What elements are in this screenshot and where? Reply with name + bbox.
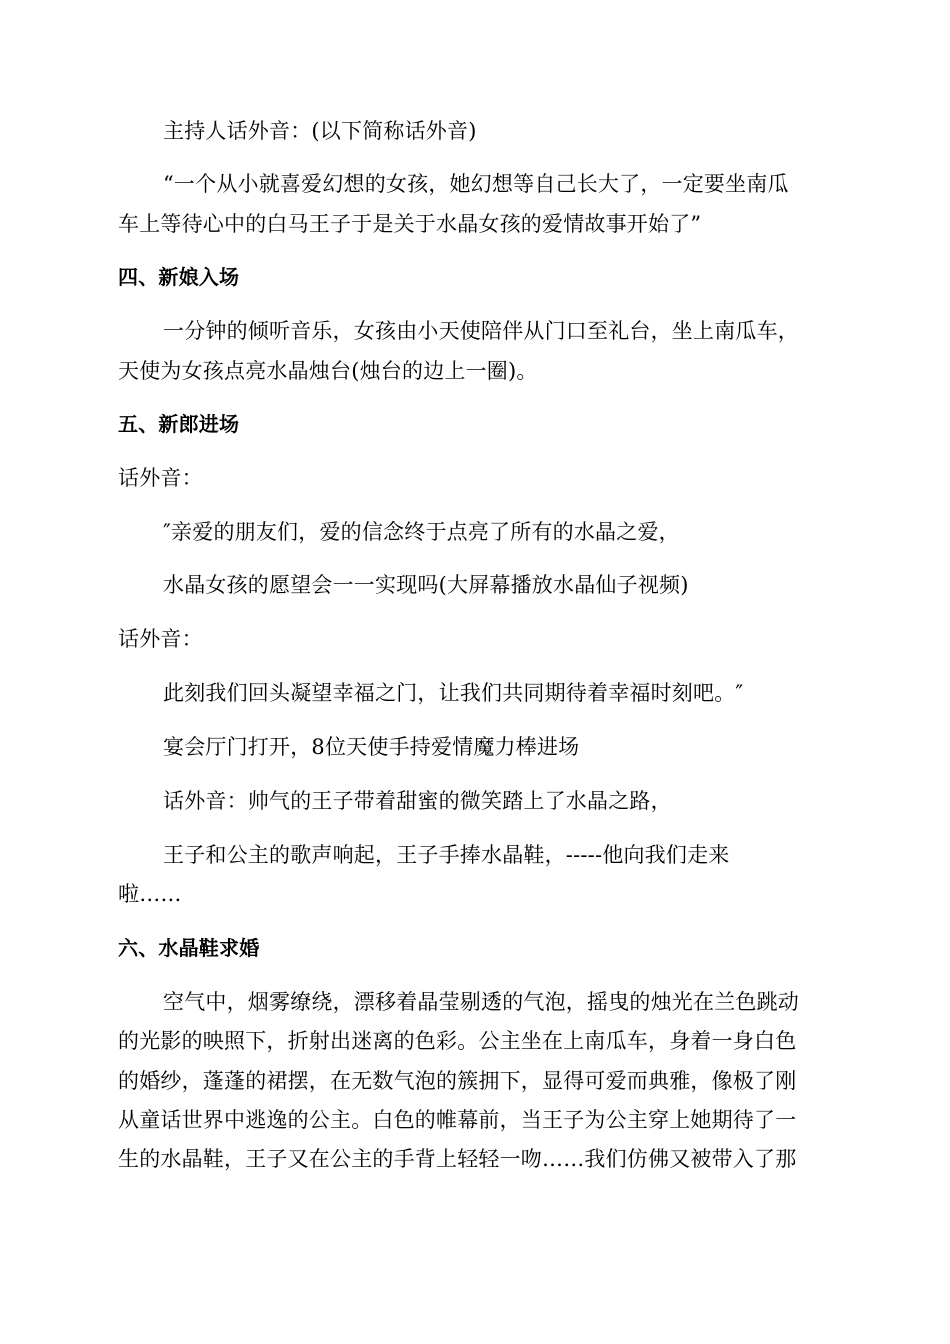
paragraph-line: ″亲爱的朋友们，爱的信念终于点亮了所有的水晶之爱， (163, 520, 680, 544)
section-heading-bride-entrance: 四、新娘入场 (118, 265, 240, 289)
paragraph-line: 生的水晶鞋，王子又在公主的手背上轻轻一吻……我们仿佛又被带入了那 (118, 1147, 797, 1171)
quote-line: 车上等待心中的白马王子于是关于水晶女孩的爱情故事开始了” (118, 212, 702, 236)
paragraph-line: 王子和公主的歌声响起，王子手捧水晶鞋，-----他向我们走来 (163, 843, 730, 867)
paragraph-line: 话外音：帅气的王子带着甜蜜的微笑踏上了水晶之路， (163, 789, 672, 813)
host-voiceover-intro: 主持人话外音：(以下简称话外音) (163, 119, 477, 143)
paragraph-line: 空气中，烟雾缭绕，漂移着晶莹剔透的气泡，摇曳的烛光在兰色跳动 (163, 990, 799, 1014)
paragraph-line: 的婚纱，蓬蓬的裙摆，在无数气泡的簇拥下，显得可爱而典雅，像极了刚 (118, 1069, 797, 1093)
paragraph-line: 宴会厅门打开，8位天使手持爱情魔力棒进场 (163, 735, 580, 759)
voiceover-label: 话外音： (118, 627, 203, 651)
paragraph-line: 的光影的映照下，折射出迷离的色彩。公主坐在上南瓜车，身着一身白色 (118, 1029, 797, 1053)
paragraph-line: 水晶女孩的愿望会一一实现吗(大屏幕播放水晶仙子视频) (163, 573, 689, 597)
paragraph-line: 一分钟的倾听音乐，女孩由小天使陪伴从门口至礼台，坐上南瓜车， (163, 319, 799, 343)
voiceover-label: 话外音： (118, 466, 203, 490)
paragraph-line: 啦…… (118, 882, 182, 906)
section-heading-groom-entrance: 五、新郎进场 (118, 412, 240, 436)
quote-line: “一个从小就喜爱幻想的女孩，她幻想等自己长大了，一定要坐南瓜 (163, 172, 789, 196)
paragraph-line: 从童话世界中逃逸的公主。白色的帷幕前，当王子为公主穿上她期待了一 (118, 1108, 797, 1132)
section-heading-crystal-shoe-proposal: 六、水晶鞋求婚 (118, 936, 260, 960)
paragraph-line: 天使为女孩点亮水晶烛台(烛台的边上一圈)。 (118, 359, 538, 383)
paragraph-line: 此刻我们回头凝望幸福之门，让我们共同期待着幸福时刻吧。″ (163, 681, 744, 705)
